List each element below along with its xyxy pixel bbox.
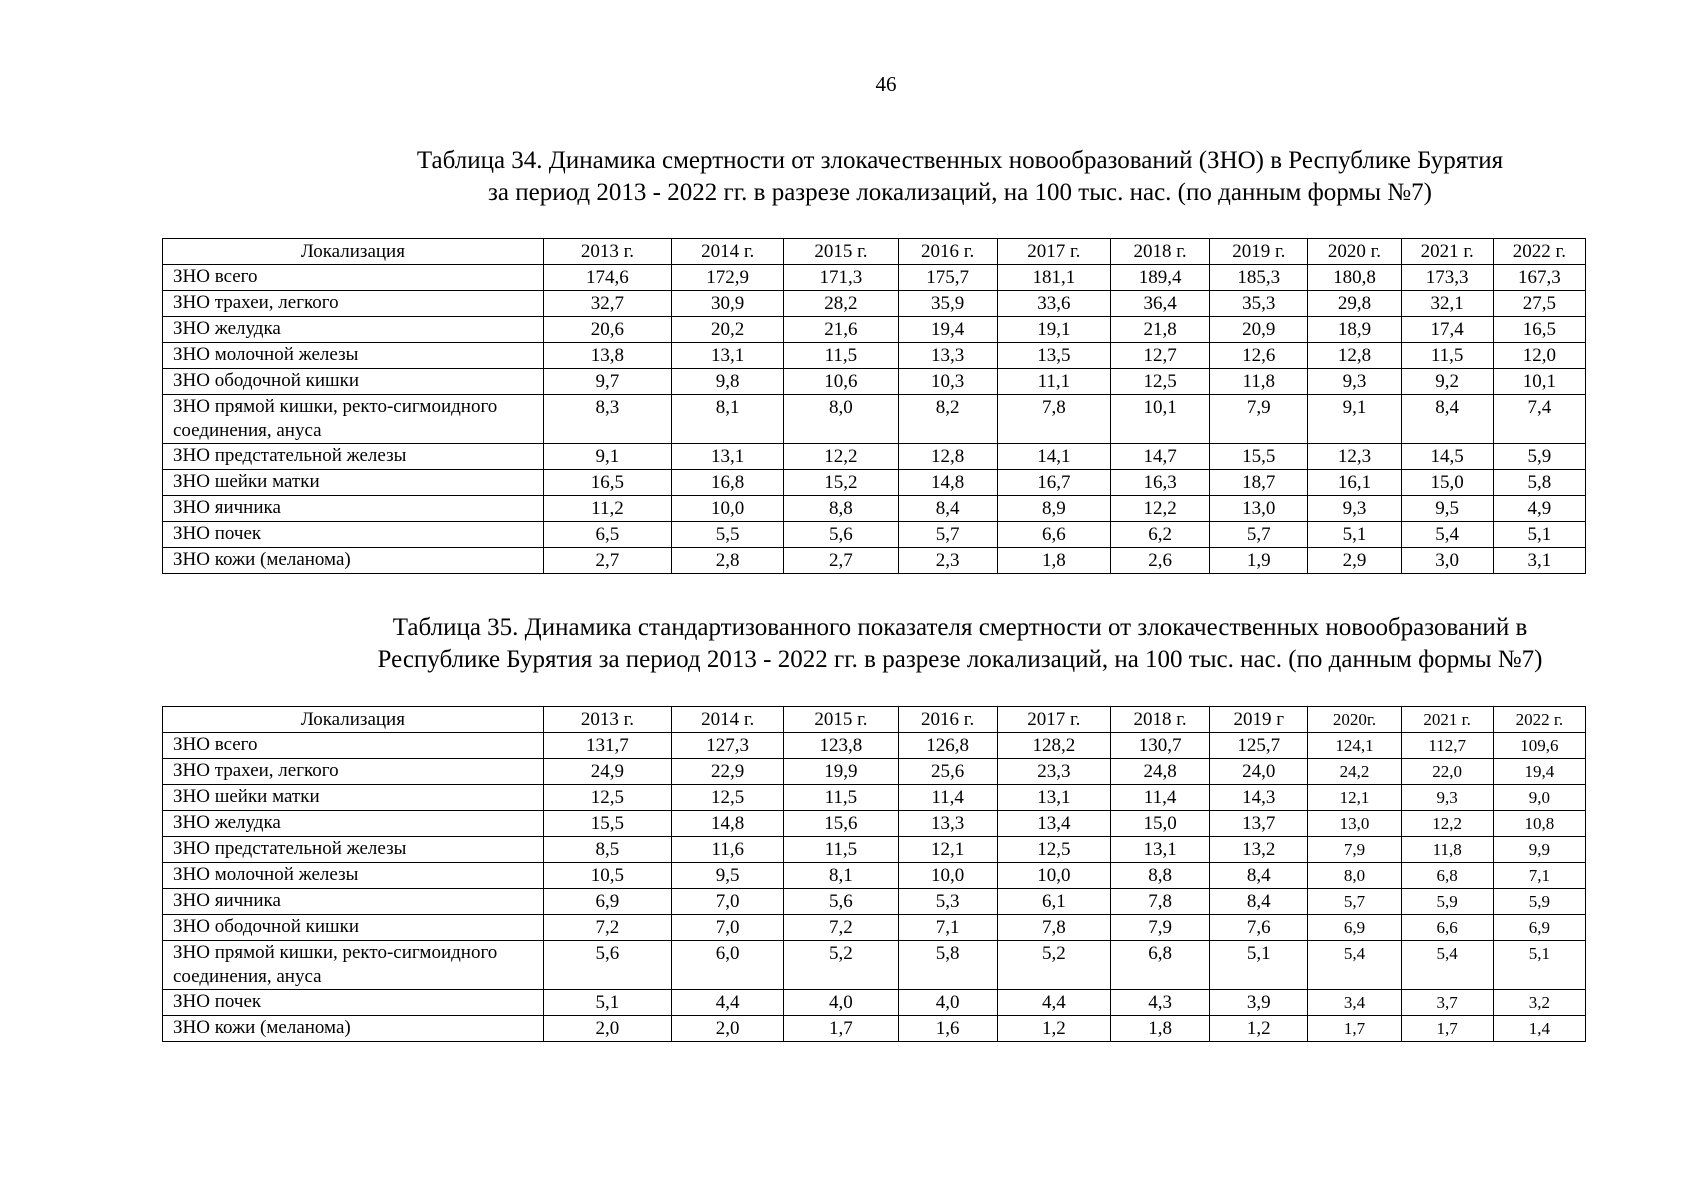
column-header-year: 2021 г. — [1401, 239, 1493, 265]
table-cell: 3,4 — [1308, 990, 1401, 1016]
table-cell: 5,1 — [1210, 941, 1308, 990]
table-cell: 12,8 — [1308, 343, 1401, 369]
table-cell: 5,6 — [784, 889, 898, 915]
table-cell: 17,4 — [1401, 317, 1493, 343]
table-cell: 16,7 — [997, 470, 1110, 496]
row-label: ЗНО кожи (меланома) — [163, 1016, 544, 1042]
row-label: ЗНО предстательной железы — [163, 444, 544, 470]
table-cell: 9,8 — [672, 369, 784, 395]
table-cell: 8,8 — [1110, 863, 1209, 889]
table-cell: 12,5 — [997, 837, 1110, 863]
table-cell: 5,8 — [1493, 470, 1585, 496]
table-cell: 5,8 — [898, 941, 997, 990]
table-cell: 7,9 — [1308, 837, 1401, 863]
table-cell: 3,9 — [1210, 990, 1308, 1016]
table-cell: 35,9 — [898, 291, 997, 317]
table-cell: 5,7 — [1308, 889, 1401, 915]
table-cell: 8,2 — [898, 395, 997, 444]
table-cell: 20,6 — [543, 317, 671, 343]
table-cell: 174,6 — [543, 265, 671, 291]
table-cell: 6,1 — [997, 889, 1110, 915]
table-cell: 123,8 — [784, 733, 898, 759]
table-cell: 1,8 — [1110, 1016, 1209, 1042]
table-cell: 1,2 — [1210, 1016, 1308, 1042]
table-cell: 13,2 — [1210, 837, 1308, 863]
table-cell: 126,8 — [898, 733, 997, 759]
table-cell: 21,6 — [784, 317, 898, 343]
table-cell: 9,3 — [1308, 369, 1401, 395]
table-35-caption-line-2: Республике Бурятия за период 2013 - 2022 гг. в разрезе локализаций, на 100 тыс. нас. (по данным формы №7) — [377, 646, 1543, 673]
table-row — [163, 317, 1586, 343]
table-cell: 6,5 — [543, 522, 671, 548]
table-cell: 173,3 — [1401, 265, 1493, 291]
table-row — [163, 863, 1586, 889]
table-cell: 15,2 — [784, 470, 898, 496]
table-cell: 14,5 — [1401, 444, 1493, 470]
table-cell: 7,0 — [672, 915, 784, 941]
table-row — [163, 733, 1586, 759]
table-cell: 5,7 — [1210, 522, 1308, 548]
table-cell: 8,4 — [1401, 395, 1493, 444]
table-cell: 1,4 — [1493, 1016, 1585, 1042]
table-cell: 5,6 — [543, 941, 671, 990]
table-cell: 127,3 — [672, 733, 784, 759]
table-cell: 11,5 — [1401, 343, 1493, 369]
table-row — [163, 291, 1586, 317]
table-cell: 11,6 — [672, 837, 784, 863]
table-cell: 13,7 — [1210, 811, 1308, 837]
table-cell: 131,7 — [543, 733, 671, 759]
row-label: ЗНО прямой кишки, ректо-сигмоидного соединения, ануса — [163, 395, 544, 444]
table-35 — [162, 706, 1586, 1042]
table-cell: 6,9 — [1308, 915, 1401, 941]
row-label: ЗНО почек — [163, 990, 544, 1016]
table-cell: 3,1 — [1493, 548, 1585, 574]
table-cell: 1,2 — [997, 1016, 1110, 1042]
row-label: ЗНО всего — [163, 265, 544, 291]
table-cell: 3,2 — [1493, 990, 1585, 1016]
column-header-year: 2017 г. — [997, 707, 1110, 733]
table-cell: 4,4 — [997, 990, 1110, 1016]
table-cell: 7,1 — [1493, 863, 1585, 889]
table-cell: 2,7 — [543, 548, 671, 574]
page-number: 46 — [875, 72, 897, 96]
table-cell: 12,0 — [1493, 343, 1585, 369]
table-cell: 6,2 — [1110, 522, 1209, 548]
table-row — [163, 811, 1586, 837]
table-cell: 5,4 — [1401, 522, 1493, 548]
column-header-year: 2019 г — [1210, 707, 1308, 733]
table-cell: 13,4 — [997, 811, 1110, 837]
table-cell: 5,2 — [997, 941, 1110, 990]
table-cell: 32,7 — [543, 291, 671, 317]
table-cell: 18,7 — [1210, 470, 1308, 496]
table-cell: 25,6 — [898, 759, 997, 785]
table-34-caption-line-2: за период 2013 - 2022 гг. в разрезе локализаций, на 100 тыс. нас. (по данным формы №7) — [488, 179, 1432, 206]
table-cell: 11,8 — [1401, 837, 1493, 863]
table-cell: 12,1 — [898, 837, 997, 863]
table-cell: 12,7 — [1110, 343, 1209, 369]
table-cell: 32,1 — [1401, 291, 1493, 317]
table-cell: 12,5 — [1110, 369, 1209, 395]
table-cell: 2,7 — [784, 548, 898, 574]
table-cell: 4,0 — [784, 990, 898, 1016]
table-cell: 11,4 — [1110, 785, 1209, 811]
table-cell: 2,8 — [672, 548, 784, 574]
table-row — [163, 1016, 1586, 1042]
row-label: ЗНО ободочной кишки — [163, 915, 544, 941]
table-cell: 16,3 — [1110, 470, 1209, 496]
table-cell: 8,1 — [784, 863, 898, 889]
table-cell: 4,3 — [1110, 990, 1209, 1016]
table-cell: 1,6 — [898, 1016, 997, 1042]
table-cell: 7,8 — [997, 915, 1110, 941]
table-row — [163, 496, 1586, 522]
column-header-year: 2016 г. — [898, 707, 997, 733]
table-row — [163, 522, 1586, 548]
table-cell: 6,8 — [1401, 863, 1493, 889]
table-cell: 10,5 — [543, 863, 671, 889]
table-cell: 7,1 — [898, 915, 997, 941]
table-row — [163, 941, 1586, 990]
table-cell: 9,3 — [1401, 785, 1493, 811]
table-cell: 3,0 — [1401, 548, 1493, 574]
table-row — [163, 785, 1586, 811]
table-cell: 5,6 — [784, 522, 898, 548]
table-cell: 2,3 — [898, 548, 997, 574]
table-cell: 8,4 — [898, 496, 997, 522]
table-cell: 130,7 — [1110, 733, 1209, 759]
table-cell: 8,5 — [543, 837, 671, 863]
table-cell: 13,1 — [1110, 837, 1209, 863]
table-cell: 9,2 — [1401, 369, 1493, 395]
table-cell: 12,5 — [672, 785, 784, 811]
table-cell: 21,8 — [1110, 317, 1209, 343]
table-cell: 8,4 — [1210, 889, 1308, 915]
table-cell: 20,9 — [1210, 317, 1308, 343]
row-label: ЗНО трахеи, легкого — [163, 759, 544, 785]
table-cell: 5,2 — [784, 941, 898, 990]
table-cell: 15,5 — [1210, 444, 1308, 470]
column-header-year: 2022 г. — [1493, 707, 1585, 733]
table-cell: 8,0 — [1308, 863, 1401, 889]
column-header-year: 2013 г. — [543, 707, 671, 733]
table-cell: 8,4 — [1210, 863, 1308, 889]
table-cell: 7,0 — [672, 889, 784, 915]
table-cell: 7,9 — [1210, 395, 1308, 444]
table-cell: 12,2 — [784, 444, 898, 470]
table-cell: 8,3 — [543, 395, 671, 444]
column-header-year: 2020 г. — [1308, 239, 1401, 265]
table-cell: 6,8 — [1110, 941, 1209, 990]
table-cell: 109,6 — [1493, 733, 1585, 759]
table-cell: 8,1 — [672, 395, 784, 444]
table-row — [163, 444, 1586, 470]
table-cell: 9,3 — [1308, 496, 1401, 522]
column-header-year: 2017 г. — [997, 239, 1110, 265]
table-cell: 12,2 — [1401, 811, 1493, 837]
table-row — [163, 915, 1586, 941]
table-cell: 14,8 — [898, 470, 997, 496]
table-cell: 9,5 — [1401, 496, 1493, 522]
table-cell: 36,4 — [1110, 291, 1209, 317]
table-cell: 14,8 — [672, 811, 784, 837]
column-header-year: 2016 г. — [898, 239, 997, 265]
row-label: ЗНО трахеи, легкого — [163, 291, 544, 317]
table-cell: 13,1 — [672, 444, 784, 470]
row-label: ЗНО шейки матки — [163, 785, 544, 811]
table-cell: 1,7 — [1308, 1016, 1401, 1042]
table-cell: 1,7 — [1401, 1016, 1493, 1042]
table-cell: 23,3 — [997, 759, 1110, 785]
table-cell: 10,0 — [672, 496, 784, 522]
table-row — [163, 990, 1586, 1016]
table-cell: 13,3 — [898, 811, 997, 837]
table-cell: 5,4 — [1308, 941, 1401, 990]
table-cell: 19,9 — [784, 759, 898, 785]
table-cell: 30,9 — [672, 291, 784, 317]
table-cell: 5,9 — [1493, 889, 1585, 915]
table-34-caption — [150, 145, 1698, 209]
table-cell: 10,0 — [997, 863, 1110, 889]
table-cell: 29,8 — [1308, 291, 1401, 317]
column-header-year: 2020г. — [1308, 707, 1401, 733]
table-cell: 8,0 — [784, 395, 898, 444]
table-cell: 181,1 — [997, 265, 1110, 291]
table-cell: 13,0 — [1308, 811, 1401, 837]
table-cell: 6,6 — [997, 522, 1110, 548]
table-cell: 19,4 — [1493, 759, 1585, 785]
table-cell: 2,9 — [1308, 548, 1401, 574]
table-cell: 24,2 — [1308, 759, 1401, 785]
table-row — [163, 889, 1586, 915]
table-cell: 19,4 — [898, 317, 997, 343]
table-cell: 10,6 — [784, 369, 898, 395]
table-cell: 8,8 — [784, 496, 898, 522]
table-cell: 16,1 — [1308, 470, 1401, 496]
table-cell: 9,7 — [543, 369, 671, 395]
table-cell: 13,5 — [997, 343, 1110, 369]
table-cell: 5,3 — [898, 889, 997, 915]
table-cell: 5,9 — [1493, 444, 1585, 470]
row-label: ЗНО всего — [163, 733, 544, 759]
table-cell: 180,8 — [1308, 265, 1401, 291]
table-cell: 24,0 — [1210, 759, 1308, 785]
table-cell: 1,7 — [784, 1016, 898, 1042]
column-header-year: 2014 г. — [672, 239, 784, 265]
table-cell: 6,9 — [543, 889, 671, 915]
table-cell: 7,8 — [1110, 889, 1209, 915]
column-header-year: 2022 г. — [1493, 239, 1585, 265]
table-cell: 5,1 — [1493, 941, 1585, 990]
table-cell: 125,7 — [1210, 733, 1308, 759]
table-row — [163, 548, 1586, 574]
table-cell: 5,9 — [1401, 889, 1493, 915]
table-cell: 9,0 — [1493, 785, 1585, 811]
column-header-year: 2015 г. — [784, 707, 898, 733]
table-cell: 11,5 — [784, 837, 898, 863]
table-cell: 13,1 — [997, 785, 1110, 811]
table-34 — [162, 238, 1586, 574]
table-cell: 7,4 — [1493, 395, 1585, 444]
table-cell: 33,6 — [997, 291, 1110, 317]
table-cell: 12,8 — [898, 444, 997, 470]
table-row — [163, 369, 1586, 395]
table-cell: 11,5 — [784, 785, 898, 811]
table-cell: 5,5 — [672, 522, 784, 548]
column-header-year: 2021 г. — [1401, 707, 1493, 733]
table-cell: 7,9 — [1110, 915, 1209, 941]
table-cell: 6,0 — [672, 941, 784, 990]
table-row — [163, 395, 1586, 444]
row-label: ЗНО яичника — [163, 889, 544, 915]
row-label: ЗНО яичника — [163, 496, 544, 522]
column-header-year: 2014 г. — [672, 707, 784, 733]
table-cell: 12,5 — [543, 785, 671, 811]
table-cell: 14,1 — [997, 444, 1110, 470]
table-cell: 9,9 — [1493, 837, 1585, 863]
table-cell: 5,7 — [898, 522, 997, 548]
column-header-localization: Локализация — [163, 707, 544, 733]
column-header-year: 2019 г. — [1210, 239, 1308, 265]
table-cell: 16,5 — [543, 470, 671, 496]
row-label: ЗНО молочной железы — [163, 343, 544, 369]
table-cell: 14,3 — [1210, 785, 1308, 811]
table-cell: 7,2 — [784, 915, 898, 941]
table-row — [163, 265, 1586, 291]
table-cell: 171,3 — [784, 265, 898, 291]
table-cell: 12,3 — [1308, 444, 1401, 470]
table-cell: 128,2 — [997, 733, 1110, 759]
table-cell: 11,1 — [997, 369, 1110, 395]
table-cell: 22,9 — [672, 759, 784, 785]
table-cell: 4,0 — [898, 990, 997, 1016]
table-row — [163, 470, 1586, 496]
table-cell: 18,9 — [1308, 317, 1401, 343]
table-cell: 167,3 — [1493, 265, 1585, 291]
table-cell: 189,4 — [1110, 265, 1209, 291]
table-cell: 6,9 — [1493, 915, 1585, 941]
table-cell: 5,1 — [1308, 522, 1401, 548]
table-cell: 175,7 — [898, 265, 997, 291]
table-cell: 7,8 — [997, 395, 1110, 444]
table-cell: 185,3 — [1210, 265, 1308, 291]
table-cell: 1,8 — [997, 548, 1110, 574]
table-cell: 11,5 — [784, 343, 898, 369]
row-label: ЗНО шейки матки — [163, 470, 544, 496]
table-cell: 15,5 — [543, 811, 671, 837]
table-cell: 28,2 — [784, 291, 898, 317]
row-label: ЗНО кожи (меланома) — [163, 548, 544, 574]
table-header-row — [163, 239, 1586, 265]
table-cell: 2,6 — [1110, 548, 1209, 574]
table-cell: 112,7 — [1401, 733, 1493, 759]
table-35-caption — [150, 612, 1698, 676]
table-cell: 4,4 — [672, 990, 784, 1016]
table-cell: 22,0 — [1401, 759, 1493, 785]
table-cell: 12,1 — [1308, 785, 1401, 811]
column-header-year: 2018 г. — [1110, 239, 1209, 265]
table-cell: 7,6 — [1210, 915, 1308, 941]
table-cell: 7,2 — [543, 915, 671, 941]
column-header-year: 2018 г. — [1110, 707, 1209, 733]
table-cell: 9,5 — [672, 863, 784, 889]
column-header-localization: Локализация — [163, 239, 544, 265]
row-label: ЗНО ободочной кишки — [163, 369, 544, 395]
table-cell: 11,8 — [1210, 369, 1308, 395]
table-cell: 5,1 — [543, 990, 671, 1016]
table-cell: 15,6 — [784, 811, 898, 837]
table-row — [163, 343, 1586, 369]
table-row — [163, 759, 1586, 785]
table-cell: 172,9 — [672, 265, 784, 291]
table-cell: 5,1 — [1493, 522, 1585, 548]
table-cell: 5,4 — [1401, 941, 1493, 990]
table-cell: 9,1 — [543, 444, 671, 470]
table-cell: 11,2 — [543, 496, 671, 522]
table-header-row — [163, 707, 1586, 733]
table-cell: 2,0 — [672, 1016, 784, 1042]
table-cell: 6,6 — [1401, 915, 1493, 941]
table-cell: 16,5 — [1493, 317, 1585, 343]
table-cell: 10,8 — [1493, 811, 1585, 837]
table-cell: 12,6 — [1210, 343, 1308, 369]
table-35-caption-line-1: Таблица 35. Динамика стандартизованного показателя смертности от злокачественных новообразований в — [392, 614, 1528, 641]
table-cell: 16,8 — [672, 470, 784, 496]
row-label: ЗНО прямой кишки, ректо-сигмоидного соединения, ануса — [163, 941, 544, 990]
table-cell: 10,1 — [1110, 395, 1209, 444]
table-cell: 15,0 — [1401, 470, 1493, 496]
table-cell: 10,0 — [898, 863, 997, 889]
row-label: ЗНО молочной железы — [163, 863, 544, 889]
table-cell: 11,4 — [898, 785, 997, 811]
row-label: ЗНО желудка — [163, 317, 544, 343]
table-cell: 2,0 — [543, 1016, 671, 1042]
table-cell: 13,0 — [1210, 496, 1308, 522]
table-cell: 124,1 — [1308, 733, 1401, 759]
column-header-year: 2015 г. — [784, 239, 898, 265]
table-cell: 10,1 — [1493, 369, 1585, 395]
table-cell: 24,8 — [1110, 759, 1209, 785]
row-label: ЗНО почек — [163, 522, 544, 548]
table-cell: 8,9 — [997, 496, 1110, 522]
table-cell: 14,7 — [1110, 444, 1209, 470]
table-cell: 19,1 — [997, 317, 1110, 343]
table-cell: 12,2 — [1110, 496, 1209, 522]
table-row — [163, 837, 1586, 863]
table-cell: 20,2 — [672, 317, 784, 343]
table-cell: 9,1 — [1308, 395, 1401, 444]
table-cell: 13,3 — [898, 343, 997, 369]
table-cell: 35,3 — [1210, 291, 1308, 317]
table-cell: 13,1 — [672, 343, 784, 369]
table-cell: 1,9 — [1210, 548, 1308, 574]
table-cell: 10,3 — [898, 369, 997, 395]
table-cell: 13,8 — [543, 343, 671, 369]
table-cell: 4,9 — [1493, 496, 1585, 522]
table-cell: 3,7 — [1401, 990, 1493, 1016]
row-label: ЗНО предстательной железы — [163, 837, 544, 863]
table-cell: 24,9 — [543, 759, 671, 785]
table-34-caption-line-1: Таблица 34. Динамика смертности от злокачественных новообразований (ЗНО) в Республике Бурятия — [416, 147, 1504, 174]
table-cell: 15,0 — [1110, 811, 1209, 837]
table-cell: 27,5 — [1493, 291, 1585, 317]
row-label: ЗНО желудка — [163, 811, 544, 837]
column-header-year: 2013 г. — [543, 239, 671, 265]
